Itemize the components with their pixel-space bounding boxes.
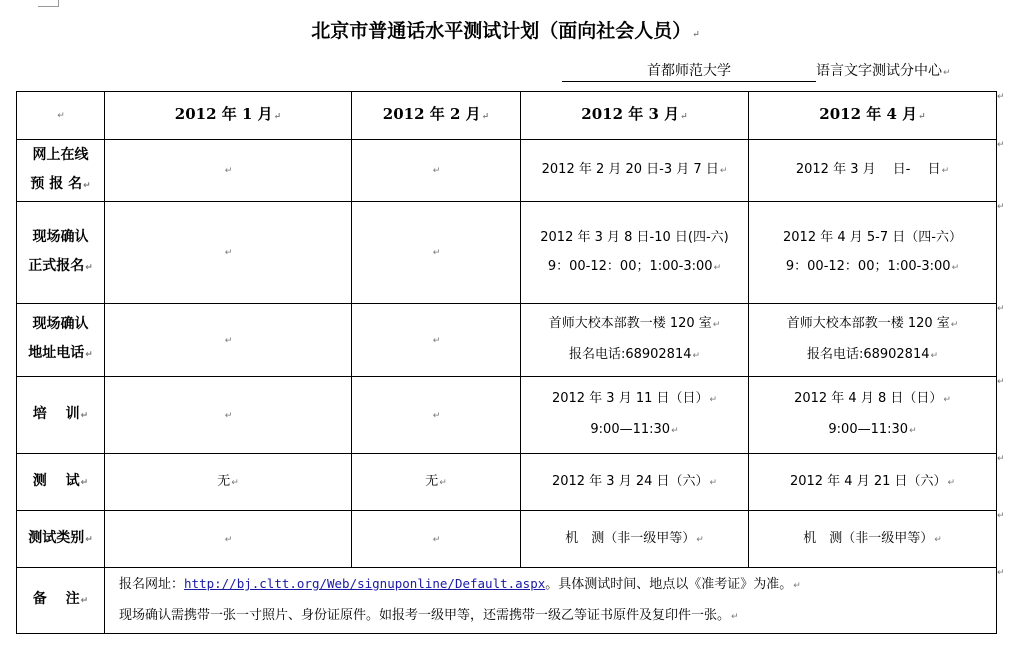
table-cell: 2012 年 4 月 21 日（六）↵ xyxy=(749,454,997,511)
document-subtitle: 首都师范大学 语言文字测试分中心↵ xyxy=(562,60,951,82)
page-corner-mark xyxy=(38,0,59,7)
corner-cell: ↵ xyxy=(17,92,105,140)
table-cell: 首师大校本部教一楼 120 室↵ 报名电话:68902814↵ xyxy=(749,304,997,377)
row-end-mark: ↵ xyxy=(997,454,1005,464)
row-end-mark: ↵ xyxy=(997,140,1005,150)
document-title: 北京市普通话水平测试计划（面向社会人员）↵ xyxy=(311,20,700,42)
row-label: 备 注↵ xyxy=(17,568,105,634)
table-row xyxy=(17,511,997,568)
table-cell: ↵ xyxy=(105,140,352,202)
row-end-mark: ↵ xyxy=(997,377,1005,387)
table-cell: ↵ xyxy=(352,140,521,202)
table-cell: 无↵ xyxy=(105,454,352,511)
month-header: 2012 年 2 月↵ xyxy=(352,92,521,140)
header-row xyxy=(17,92,997,140)
table-cell: ↵ xyxy=(352,511,521,568)
schedule-table xyxy=(16,91,997,634)
table-row xyxy=(17,202,997,304)
row-end-mark: ↵ xyxy=(997,511,1005,521)
row-label: 现场确认 地址电话↵ xyxy=(17,304,105,377)
table-cell: 2012 年 3 月 日- 日↵ xyxy=(749,140,997,202)
row-end-mark: ↵ xyxy=(997,202,1005,212)
table-cell: 无↵ xyxy=(352,454,521,511)
table-cell: 2012 年 3 月 24 日（六）↵ xyxy=(521,454,749,511)
row-end-mark: ↵ xyxy=(997,304,1005,314)
table-cell: 2012 年 4 月 5-7 日（四-六） 9：00-12：00；1:00-3:00↵ xyxy=(749,202,997,304)
table-cell: 首师大校本部教一楼 120 室↵ 报名电话:68902814↵ xyxy=(521,304,749,377)
notes-cell xyxy=(105,568,997,634)
table-row xyxy=(17,304,997,377)
table-cell: ↵ xyxy=(105,202,352,304)
table-cell: ↵ xyxy=(105,511,352,568)
table-row xyxy=(17,140,997,202)
notes-line: 现场确认需携带一张一寸照片、身份证原件。如报考一级甲等，还需携带一级乙等证书原件及复印件一张。↵ xyxy=(119,608,739,623)
table-row xyxy=(17,454,997,511)
table-cell: 2012 年 3 月 11 日（日）↵ 9:00—11:30↵ xyxy=(521,377,749,454)
center-name: 语言文字测试分中心 xyxy=(816,63,942,79)
table-row xyxy=(17,377,997,454)
table-cell: ↵ xyxy=(352,202,521,304)
table-cell: ↵ xyxy=(352,377,521,454)
table-cell: ↵ xyxy=(352,304,521,377)
row-label: 培 训↵ xyxy=(17,377,105,454)
row-label: 测 试↵ xyxy=(17,454,105,511)
table-cell: ↵ xyxy=(105,304,352,377)
row-end-mark: ↵ xyxy=(997,568,1005,578)
notes-line: 报名网址：http://bj.cltt.org/Web/signuponline/Default.aspx。具体测试时间、地点以《准考证》为准。↵ xyxy=(119,576,801,592)
notes-row xyxy=(17,568,997,634)
table-cell: ↵ xyxy=(105,377,352,454)
table-cell: 机 测（非一级甲等）↵ xyxy=(521,511,749,568)
month-header: 2012 年 3 月↵ xyxy=(521,92,749,140)
table-cell: 2012 年 4 月 8 日（日）↵ 9:00—11:30↵ xyxy=(749,377,997,454)
month-header: 2012 年 1 月↵ xyxy=(105,92,352,140)
row-label: 测试类别↵ xyxy=(17,511,105,568)
organization-name: 首都师范大学 xyxy=(562,60,816,82)
table-cell: 2012 年 2 月 20 日-3 月 7 日↵ xyxy=(521,140,749,202)
month-header: 2012 年 4 月↵ xyxy=(749,92,997,140)
row-end-mark: ↵ xyxy=(997,92,1005,102)
row-label: 现场确认 正式报名↵ xyxy=(17,202,105,304)
table-cell: 2012 年 3 月 8 日-10 日(四-六) 9：00-12：00；1:00-3:00↵ xyxy=(521,202,749,304)
row-label: 网上在线 预 报 名↵ xyxy=(17,140,105,202)
signup-link[interactable]: http://bj.cltt.org/Web/signuponline/Default.aspx xyxy=(184,576,546,591)
table-cell: 机 测（非一级甲等）↵ xyxy=(749,511,997,568)
